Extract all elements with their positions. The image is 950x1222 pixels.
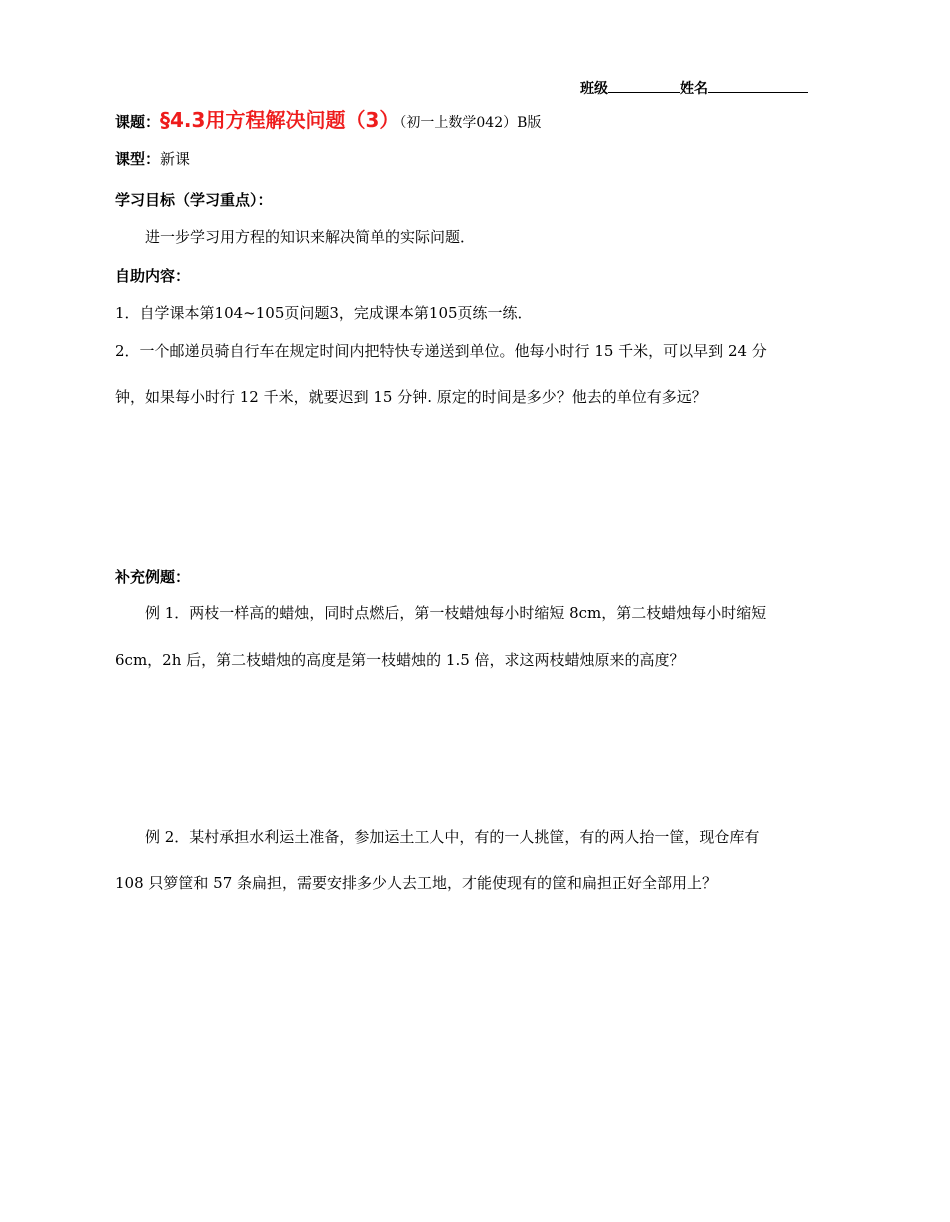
goal-text: 进一步学习用方程的知识来解决简单的实际问题． <box>145 228 476 246</box>
example-1-line-2: 6cm，2h 后，第二枝蜡烛的高度是第一枝蜡烛的 1.5 倍，求这两枝蜡烛原来的高度？ <box>115 651 685 669</box>
item-2-line-1: 2．一个邮递员骑自行车在规定时间内把特快专递送到单位。他每小时行 15 千米，可以早到 24 分 <box>115 342 767 360</box>
name-blank[interactable] <box>708 78 808 93</box>
example-2-line-1: 例 2．某村承担水利运土准备，参加运土工人中，有的一人挑筐，有的两人抬一筐，现仓库有 <box>145 828 760 846</box>
header-fields <box>580 78 808 98</box>
example-1-line-1: 例 1．两枝一样高的蜡烛，同时点燃后，第一枝蜡烛每小时缩短 8cm，第二枝蜡烛每小时缩短 <box>145 604 767 622</box>
extra-label: 补充例题： <box>115 568 191 586</box>
name-label: 姓名 <box>680 81 708 97</box>
type-line <box>115 149 190 169</box>
class-blank[interactable] <box>608 78 680 93</box>
goal-label: 学习目标（学习重点）： <box>115 191 273 209</box>
self-label: 自助内容： <box>115 267 191 285</box>
class-label: 班级 <box>580 81 608 97</box>
type-value: 新课 <box>160 150 191 168</box>
example-2-line-2: 108 只箩筐和 57 条扁担，需要安排多少人去工地，才能使现有的筐和扁担正好全部用上？ <box>115 874 718 892</box>
topic-note: （初一上数学042）B版 <box>399 115 542 131</box>
item-2-line-2: 钟，如果每小时行 12 千米，就要迟到 15 分钟. 原定的时间是多少？他去的单位有多远？ <box>115 388 707 406</box>
page-title: §4.3用方程解决问题（3） <box>160 108 400 132</box>
item-1: 1．自学课本第104~105页问题3，完成课本第105页练一练． <box>115 304 533 322</box>
type-label: 课型： <box>115 150 161 168</box>
topic-line <box>115 104 541 133</box>
topic-label: 课题： <box>115 113 161 131</box>
